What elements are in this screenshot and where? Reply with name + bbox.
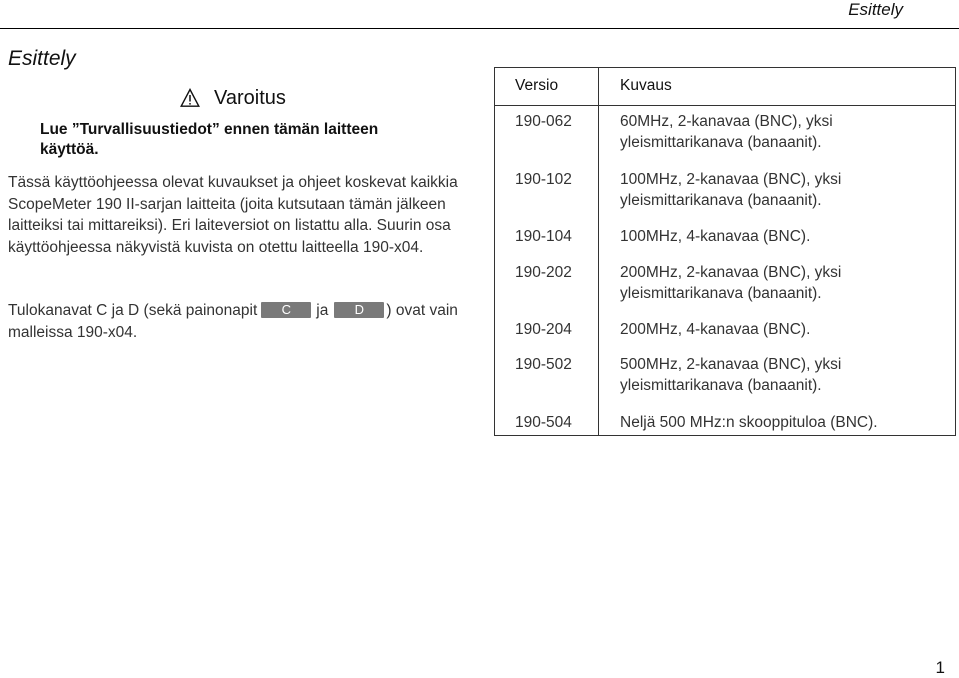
header-rule: [0, 28, 959, 29]
warning-text: Lue ”Turvallisuustiedot” ennen tämän laitteen käyttöä.: [40, 121, 379, 158]
header-divider: [495, 105, 955, 106]
cell-version: 190-102: [515, 171, 572, 188]
channels-paragraph: [8, 300, 468, 343]
running-head: Esittely: [848, 0, 903, 19]
cell-description: 100MHz, 2-kanavaa (BNC), yksi yleismittarikanava (banaanit).: [620, 171, 842, 209]
cell-version: 190-104: [515, 228, 572, 245]
cell-version: 190-504: [515, 414, 572, 431]
column-divider: [598, 68, 599, 435]
warning-title: Varoitus: [214, 86, 286, 109]
column-header-description: Kuvaus: [620, 77, 672, 94]
cell-description: 60MHz, 2-kanavaa (BNC), yksi yleismittarikanava (banaanit).: [620, 113, 833, 151]
d-key-icon: D: [334, 302, 384, 318]
cell-description: 200MHz, 4-kanavaa (BNC).: [620, 321, 811, 338]
channels-text-between: ja: [316, 302, 329, 319]
column-header-version: Versio: [515, 77, 559, 94]
warning-heading: [180, 84, 286, 112]
c-key-icon: C: [261, 302, 311, 318]
section-title: Esittely: [8, 47, 76, 70]
warning-triangle-icon: [180, 88, 200, 108]
cell-version: 190-202: [515, 264, 572, 281]
intro-paragraph: Tässä käyttöohjeessa olevat kuvaukset ja ohjeet koskevat kaikkia ScopeMeter 190 II-sarjan laitteita (joita kutsutaan tämän jälkeen laitteiksi tai mittareiksi). Eri laiteversiot on listattu alla. Suurin osa käyttöohjeessa näkyvistä kuvista on otettu laitteella 190-x04.: [8, 174, 458, 256]
cell-description: 100MHz, 4-kanavaa (BNC).: [620, 228, 811, 245]
page-number: 1: [935, 658, 945, 677]
cell-description: 200MHz, 2-kanavaa (BNC), yksi yleismittarikanava (banaanit).: [620, 264, 842, 302]
cell-version: 190-502: [515, 356, 572, 373]
cell-version: 190-204: [515, 321, 572, 338]
channels-text-after: ) ovat vain malleissa 190-x04.: [8, 302, 458, 341]
cell-description: 500MHz, 2-kanavaa (BNC), yksi yleismittarikanava (banaanit).: [620, 356, 842, 394]
version-table: [494, 67, 956, 436]
cell-description: Neljä 500 MHz:n skooppituloa (BNC).: [620, 414, 878, 431]
cell-version: 190-062: [515, 113, 572, 130]
channels-text-before: Tulokanavat C ja D (sekä painonapit: [8, 302, 258, 319]
